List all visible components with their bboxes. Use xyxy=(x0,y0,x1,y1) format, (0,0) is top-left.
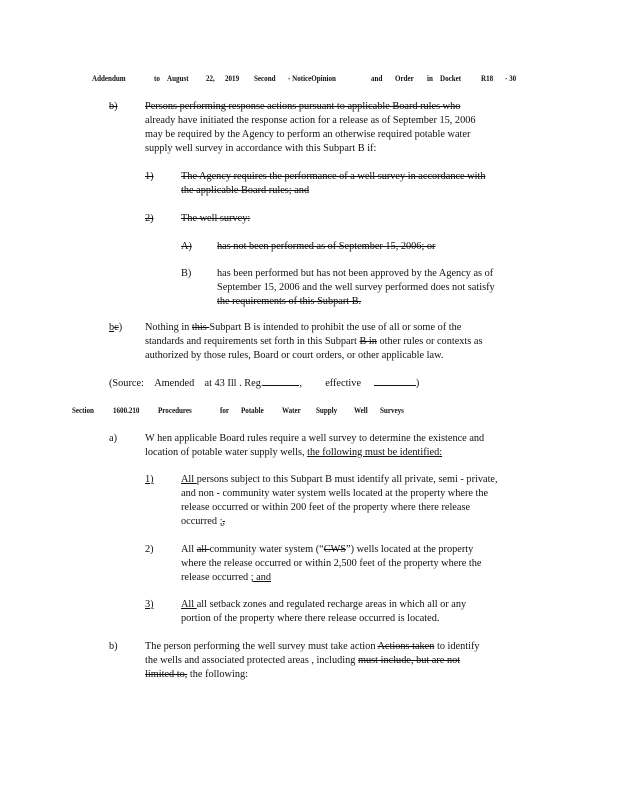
header-word: Order xyxy=(395,73,414,83)
section-word: Section xyxy=(72,405,94,415)
sec-a-item3-line: portion of the property where there release occurred is located. xyxy=(181,613,440,624)
header-word: and xyxy=(371,73,383,83)
sec-b-line: the wells and associated protected areas , including must include, but are not xyxy=(145,655,461,666)
header-word: to xyxy=(154,73,160,83)
new-b-label: bc) xyxy=(109,322,123,333)
header-word: Docket xyxy=(440,73,462,83)
old-b-subA-label: A) xyxy=(181,241,192,252)
section-word: Potable xyxy=(241,405,264,415)
sec-a-item2-label: 2) xyxy=(145,544,154,555)
header-word: - NoticeOpinion xyxy=(288,73,336,83)
sec-a-item2-line: All all community water system (“CWS”) wells located at the property xyxy=(181,544,474,555)
old-b-line: supply well survey in accordance with this Subpart B if: xyxy=(145,143,377,154)
sec-b-line: limited to, the following: xyxy=(145,669,248,680)
sec-a-line: location of potable water supply wells, the following must be identified: xyxy=(145,447,443,458)
sec-a-item1-line: All persons subject to this Subpart B must identify all private, semi - private, xyxy=(181,474,498,485)
new-b-line: authorized by those rules, Board or court orders, or other applicable law. xyxy=(145,350,444,361)
section-word: 1600.210 xyxy=(113,405,140,415)
old-b-item2-label: 2) xyxy=(145,213,154,224)
old-b-line: already have initiated the response action for a release as of September 15, 2006 xyxy=(145,115,476,126)
section-word: Surveys xyxy=(380,405,404,415)
old-b-item1-line: The Agency requires the performance of a well survey in accordance with xyxy=(181,171,486,182)
old-b-label: b) xyxy=(109,101,118,112)
header-word: - 30 xyxy=(505,73,517,83)
header-word: in xyxy=(427,73,433,83)
sec-a-item1-label: 1) xyxy=(145,474,154,485)
section-word: for xyxy=(220,405,230,415)
sec-b-line: The person performing the well survey must take action Actions taken to identify xyxy=(145,641,480,652)
old-b-subB-line: September 15, 2006 and the well survey performed does not satisfy xyxy=(217,282,495,293)
source-note: (Source: Amended at 43 Ill . Reg. , effective ) xyxy=(109,378,420,389)
sec-a-line: W hen applicable Board rules require a well survey to determine the existence and xyxy=(145,433,485,444)
old-b-line: may be required by the Agency to perform an otherwise required potable water xyxy=(145,129,471,140)
header-word: August xyxy=(167,73,189,83)
sec-b-label: b) xyxy=(109,641,118,652)
old-b-subB-line: the requirements of this Subpart B. xyxy=(217,296,362,307)
sec-a-item1-line: occurred ;, xyxy=(181,516,226,527)
header-word: Addendum xyxy=(92,73,126,83)
new-b-line: Nothing in this Subpart B is intended to prohibit the use of all or some of the xyxy=(145,322,462,333)
sec-a-item1-line: release occurred or within 200 feet of the property where there release xyxy=(181,502,471,513)
section-word: Water xyxy=(282,405,301,415)
header-word: R18 xyxy=(481,73,494,83)
section-word: Well xyxy=(354,405,368,415)
header-word: 2019 xyxy=(225,73,240,83)
old-b-subB-label: B) xyxy=(181,268,192,279)
header-word: Second xyxy=(254,73,276,83)
sec-a-item3-label: 3) xyxy=(145,599,154,610)
old-b-line: Persons performing response actions pursuant to applicable Board rules who xyxy=(145,101,461,112)
sec-a-item3-line: All all setback zones and regulated recharge areas in which all or any xyxy=(181,599,467,610)
sec-a-label: a) xyxy=(109,433,117,444)
section-word: Supply xyxy=(316,405,338,415)
new-b-line: standards and requirements set forth in this Subpart B in other rules or contexts as xyxy=(145,336,483,347)
old-b-subA-line: has not been performed as of September 15, 2006; or xyxy=(217,241,436,252)
header-word: 22, xyxy=(206,73,215,83)
old-b-item1-line: the applicable Board rules; and xyxy=(181,185,310,196)
section-word: Procedures xyxy=(158,405,192,415)
old-b-item2-line: The well survey: xyxy=(181,213,251,224)
old-b-item1-label: 1) xyxy=(145,171,154,182)
sec-a-item2-line: release occurred ; and xyxy=(181,572,272,583)
old-b-subB-line: has been performed but has not been approved by the Agency as of xyxy=(217,268,494,279)
sec-a-item1-line: and non - community water system wells located at the property where the xyxy=(181,488,489,499)
sec-a-item2-line: where the release occurred or within 2,500 feet of the property where the xyxy=(181,558,482,569)
